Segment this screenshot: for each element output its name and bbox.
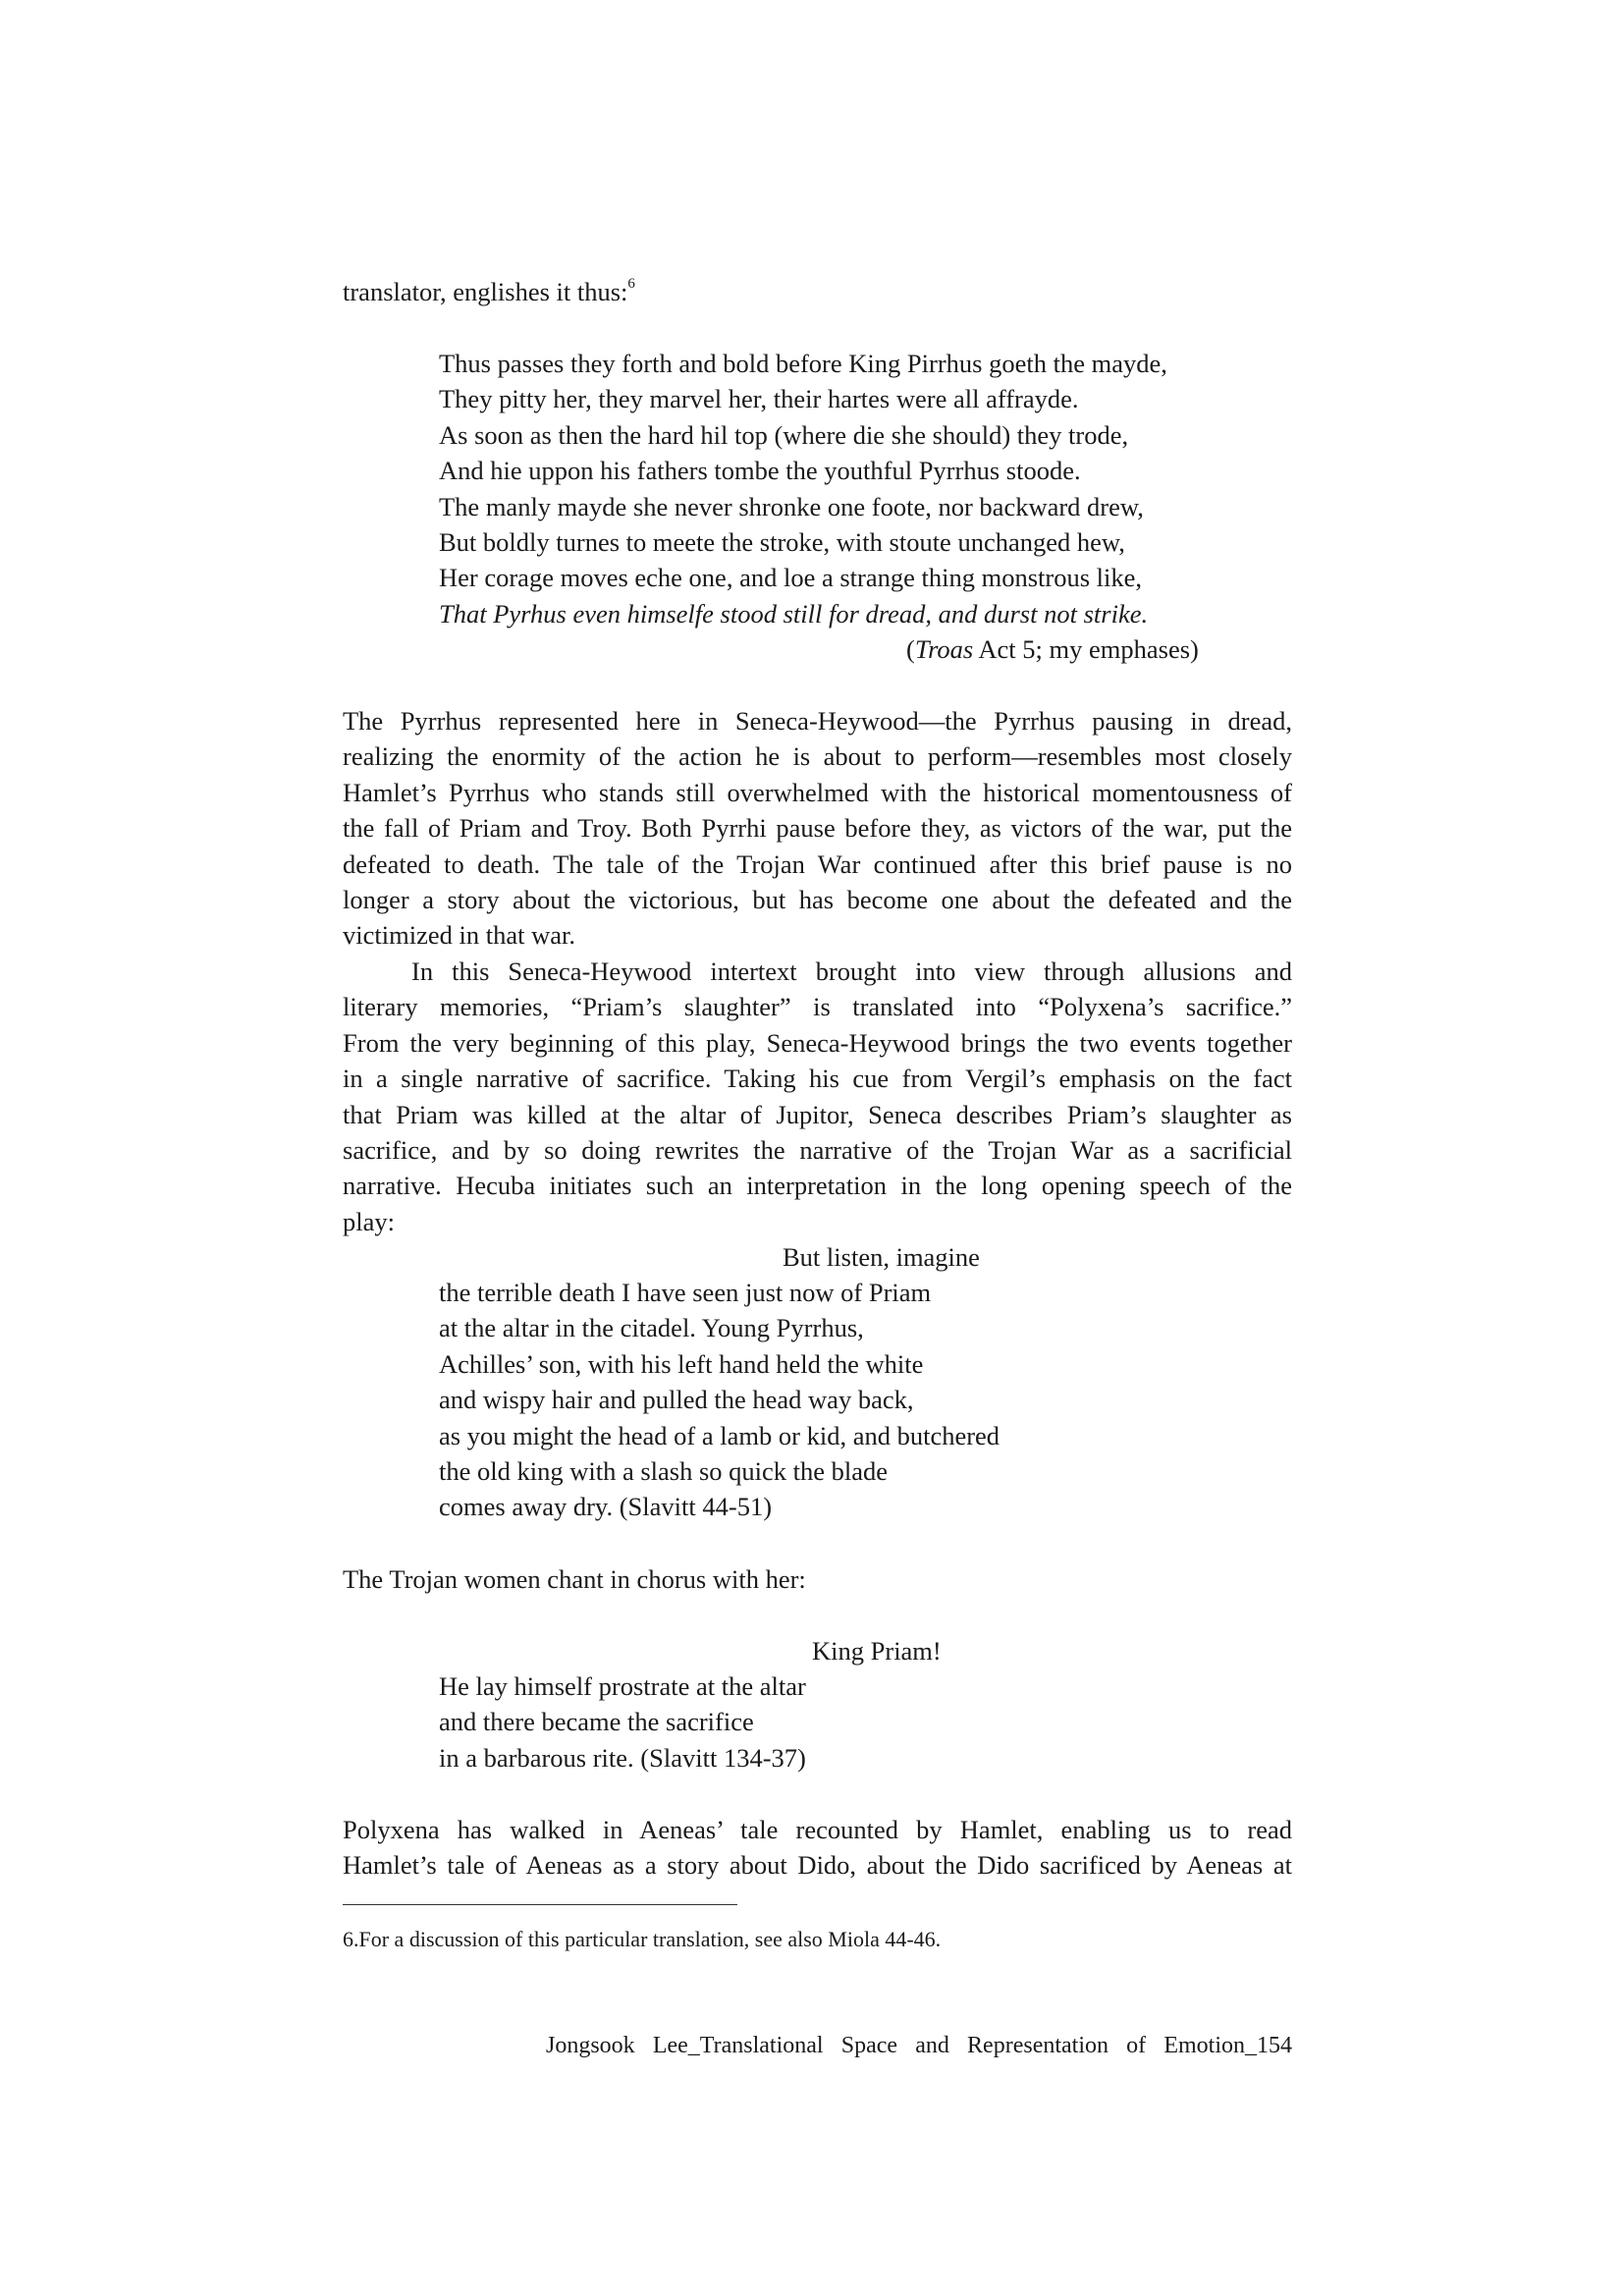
citation-rest: Act 5; my emphases) bbox=[973, 634, 1199, 664]
paragraph-line: Hamlet’s tale of Aeneas as a story about Dido, about the Dido sacrificed by Aeneas at bbox=[343, 1850, 1292, 1881]
verse-line: comes away dry. (Slavitt 44-51) bbox=[439, 1492, 773, 1522]
verse-line: the old king with a slash so quick the blade bbox=[439, 1456, 889, 1487]
verse-line: Thus passes they forth and bold before King Pirrhus goeth the mayde, bbox=[439, 349, 1167, 378]
paragraph-line: defeated to death. The tale of the Trojan War continued after this brief pause is no bbox=[343, 848, 1292, 879]
paragraph-line: victimized in that war. bbox=[343, 920, 575, 951]
paragraph-line: Polyxena has walked in Aeneas’ tale recounted by Hamlet, enabling us to read bbox=[343, 1815, 1292, 1844]
verse-line: as you might the head of a lamb or kid, and butchered bbox=[439, 1420, 1000, 1450]
paragraph-line: From the very beginning of this play, Seneca-Heywood brings the two events together bbox=[343, 1027, 1292, 1058]
verse-quote-heywood bbox=[439, 346, 1167, 631]
verse-line: But listen, imagine bbox=[783, 1242, 980, 1272]
verse-line: Achilles’ son, with his left hand held the white bbox=[439, 1348, 924, 1379]
paragraph-line: sacrifice, and by so doing rewrites the narrative of the Trojan War as a sacrificial bbox=[343, 1135, 1292, 1166]
verse-quote-hecuba bbox=[439, 1275, 1000, 1525]
verse-line: The manly mayde she never shronke one foote, nor backward drew, bbox=[439, 491, 1144, 521]
page-footer: Jongsook Lee_Translational Space and Representation of Emotion_154 bbox=[546, 2033, 1292, 2058]
verse-line: at the altar in the citadel. Young Pyrrhus, bbox=[439, 1313, 864, 1343]
paragraph-2 bbox=[343, 954, 1292, 1239]
paragraph-line: literary memories, “Priam’s slaughter” is translated into “Polyxena’s sacrifice.” bbox=[343, 992, 1292, 1022]
verse-quote-hecuba-first bbox=[783, 1239, 980, 1275]
verse-line: in a barbarous rite. (Slavitt 134-37) bbox=[439, 1742, 806, 1773]
verse-line: But boldly turnes to meete the stroke, with stoute unchanged hew, bbox=[439, 527, 1125, 558]
paragraph-3 bbox=[343, 1561, 1292, 1597]
paragraph-line: Hamlet’s Pyrrhus who stands still overwhelmed with the historical momentousness of bbox=[343, 777, 1292, 807]
verse-citation bbox=[906, 631, 1199, 667]
paragraph-line: The Trojan women chant in chorus with her: bbox=[343, 1564, 806, 1594]
verse-line: and wispy hair and pulled the head way back, bbox=[439, 1385, 914, 1415]
verse-line: and there became the sacrifice bbox=[439, 1707, 754, 1737]
verse-line: They pitty her, they marvel her, their hartes were all affrayde. bbox=[439, 384, 1079, 414]
verse-line: As soon as then the hard hil top (where die she should) they trode, bbox=[439, 419, 1129, 450]
verse-line: He lay himself prostrate at the altar bbox=[439, 1671, 806, 1701]
verse-line: the terrible death I have seen just now of Priam bbox=[439, 1278, 932, 1307]
citation-title: Troas bbox=[914, 634, 974, 664]
intro-line bbox=[343, 274, 1292, 309]
footnote-ref[interactable]: 6 bbox=[627, 276, 635, 293]
footnote: 6.For a discussion of this particular translation, see also Miola 44-46. bbox=[343, 1927, 942, 1951]
paragraph-1 bbox=[343, 703, 1292, 954]
paragraph-line: narrative. Hecuba initiates such an interpretation in the long opening speech of the bbox=[343, 1171, 1292, 1201]
citation-open: ( bbox=[906, 634, 915, 664]
verse-quote-chorus bbox=[439, 1668, 806, 1776]
footnote-rule bbox=[343, 1904, 737, 1905]
paragraph-line: the fall of Priam and Troy. Both Pyrrhi pause before they, as victors of the war, put the bbox=[343, 813, 1292, 844]
paragraph-line: In this Seneca-Heywood intertext brought into view through allusions and bbox=[411, 957, 1292, 986]
verse-line: King Priam! bbox=[812, 1636, 942, 1666]
paragraph-line: realizing the enormity of the action he is about to perform—resembles most closely bbox=[343, 741, 1292, 772]
paragraph-line: longer a story about the victorious, but has become one about the defeated and the bbox=[343, 885, 1292, 915]
paragraph-line: that Priam was killed at the altar of Jupitor, Seneca describes Priam’s slaughter as bbox=[343, 1099, 1292, 1129]
verse-quote-chorus-first bbox=[812, 1633, 942, 1668]
paragraph-4 bbox=[343, 1812, 1292, 1884]
verse-line-emphasized: That Pyrhus even himselfe stood still for dread, and durst not strike. bbox=[439, 598, 1149, 629]
paragraph-line: play: bbox=[343, 1206, 395, 1236]
intro-text: translator, englishes it thus: bbox=[343, 277, 628, 306]
verse-line: And hie uppon his fathers tombe the youthful Pyrrhus stoode. bbox=[439, 456, 1081, 486]
paragraph-line: in a single narrative of sacrifice. Taking his cue from Vergil’s emphasis on the fact bbox=[343, 1064, 1292, 1094]
verse-line: Her corage moves eche one, and loe a strange thing monstrous like, bbox=[439, 563, 1143, 593]
paragraph-line: The Pyrrhus represented here in Seneca-Heywood—the Pyrrhus pausing in dread, bbox=[343, 706, 1292, 736]
